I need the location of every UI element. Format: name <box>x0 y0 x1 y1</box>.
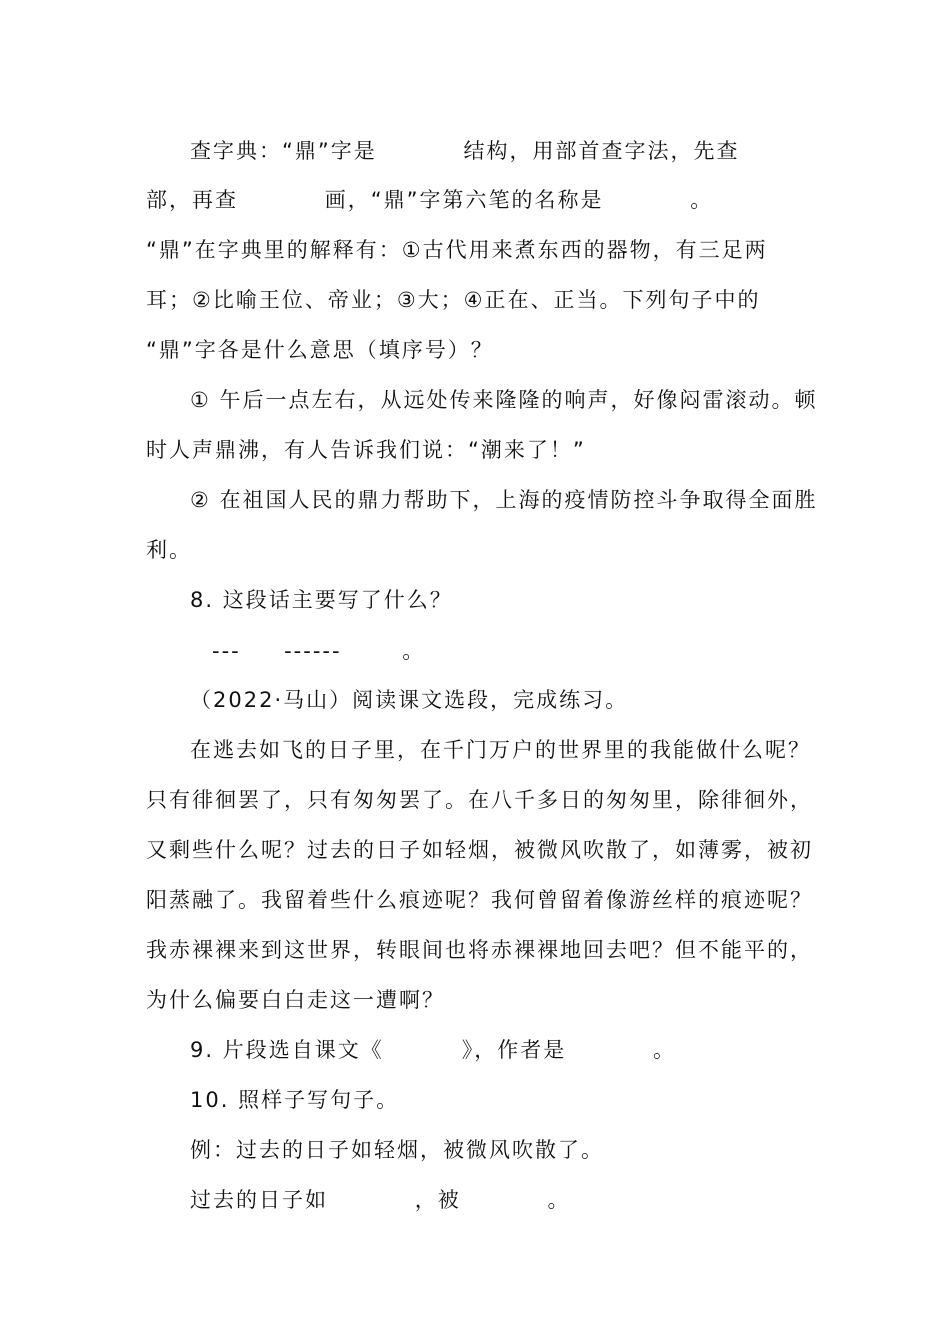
passage-line: 阳蒸融了。我留着些什么痕迹呢？我何曾留着像游丝样的痕迹呢？ <box>146 888 813 912</box>
passage-line: 为什么偏要白白走这一遭啊？ <box>146 988 445 1012</box>
sentence-1-line: ① 午后一点左右，从远处传来隆隆的响声，好像闷雷滚动。顿 <box>190 388 818 412</box>
passage-source: （2022·马山）阅读课文选段，完成练习。 <box>190 688 629 712</box>
question-8: 8. 这段话主要写了什么？ <box>190 588 453 612</box>
example-sentence: 例：过去的日子如轻烟，被微风吹散了。 <box>190 1138 604 1162</box>
paragraph-line: “鼎”字各是什么意思（填序号）？ <box>146 338 494 362</box>
passage-line: 只有徘徊罢了，只有匆匆罢了。在八千多日的匆匆里，除徘徊外， <box>146 788 813 812</box>
sentence-1-line: 时人声鼎沸，有人告诉我们说：“潮来了！” <box>146 438 586 462</box>
paragraph-line: 耳；②比喻王位、帝业；③大；④正在、正当。下列句子中的 <box>146 288 761 312</box>
sentence-2-line: ② 在祖国人民的鼎力帮助下，上海的疫情防控斗争取得全面胜 <box>190 488 818 512</box>
question-9: 9. 片段选自课文《 》，作者是 。 <box>190 1038 677 1062</box>
sentence-2-line: 利。 <box>146 538 192 562</box>
question-8-answer: --- ------ 。 <box>212 639 426 663</box>
passage-line: 我赤裸裸来到这世界，转眼间也将赤裸裸地回去吧？但不能平的， <box>146 938 813 962</box>
paragraph-line: “鼎”在字典里的解释有：①古代用来煮东西的器物，有三足两 <box>146 238 768 262</box>
question-10: 10. 照样子写句子。 <box>190 1088 400 1112</box>
fill-in-sentence: 过去的日子如 ，被 。 <box>190 1188 571 1212</box>
paragraph-line: 部，再查 画，“鼎”字第六笔的名称是 。 <box>146 188 714 212</box>
passage-line: 又剩些什么呢？过去的日子如轻烟，被微风吹散了，如薄雾，被初 <box>146 838 813 862</box>
passage-line: 在逃去如飞的日子里，在千门万户的世界里的我能做什么呢？ <box>190 738 811 762</box>
paragraph-line: 查字典：“鼎”字是 结构，用部首查字法，先查 <box>190 139 740 163</box>
